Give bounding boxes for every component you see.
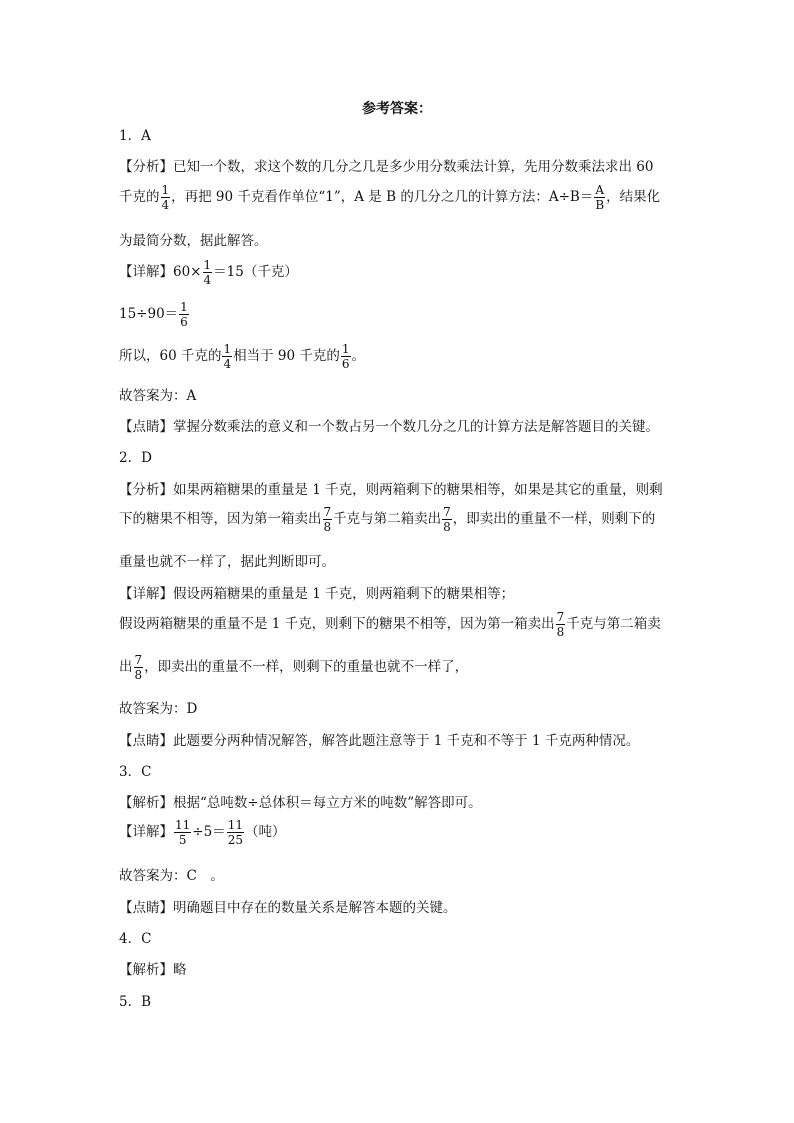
denominator: 4 [223,357,232,371]
denominator: 4 [203,273,212,287]
q1-analysis-text: 千克的 [119,189,160,205]
q1-analysis-text: ，结果化 [606,189,661,205]
q1-analysis-line-1: 【分析】已知一个数，求这个数的几分之几是多少用分数乘法计算，先用分数乘法求出 60 [119,159,654,175]
q2-analysis-line-3: 重量也就不一样了，据此判断即可。 [119,554,335,570]
q3-final-answer: 故答案为：C 。 [119,868,224,884]
q2-detail-line-2 [119,610,661,639]
q1-analysis-line-2 [119,183,660,212]
q3-comment: 【点睛】明确题目中存在的数量关系是解答本题的关键。 [119,900,457,916]
numerator: 1 [203,258,212,272]
fraction-seven-eighths [134,653,144,682]
numerator: 11 [175,818,191,832]
fraction-one-sixth [179,300,189,329]
q1-detail-line-3 [119,342,365,371]
q2-detail-line-1: 【详解】假设两箱糖果的重量是 1 千克，则两箱剩下的糖果相等； [119,586,515,602]
q2-detail-line-3 [119,653,468,682]
numerator: 7 [134,653,143,667]
fraction-seven-eighths [556,610,566,639]
denominator: 5 [178,833,187,847]
q2-detail-text: 假设两箱糖果的重量不是 1 千克，则剩下的糖果不相等，因为第一箱卖出 [119,616,555,632]
q1-detail-text: 15÷90＝ [119,306,179,322]
numerator: 7 [556,610,565,624]
q2-answer: 2．D [119,450,152,466]
denominator: 8 [134,668,143,682]
q3-detail [119,818,285,847]
q3-detail-text: 【详解】 [119,824,173,840]
q2-detail-text: 出 [119,659,133,675]
numerator: 1 [161,183,170,197]
fraction-eleven-twentyfifths [227,818,244,847]
q1-comment: 【点睛】掌握分数乘法的意义和一个数占另一个数几分之几的计算方法是解答题目的关键。 [119,419,659,435]
fraction-one-sixth [341,342,351,371]
numerator: 1 [341,342,350,356]
q2-detail-text: ，即卖出的重量不一样，则剩下的重量也就不一样了， [144,659,469,675]
denominator: 4 [161,198,170,212]
page-title: 参考答案： [362,101,432,117]
q3-detail-text: （吨） [244,824,286,840]
denominator: B [595,198,605,212]
q1-detail-text: 所以，60 千克的 [119,348,222,364]
q3-detail-text: ÷5＝ [192,824,226,840]
q1-final-answer: 故答案为：A [119,388,197,404]
numerator: 1 [180,300,188,314]
denominator: 8 [323,520,332,534]
q4-analysis: 【解析】略 [119,962,187,978]
denominator: 6 [180,315,188,329]
fraction-one-quarter [222,342,232,371]
numerator: 7 [443,505,451,519]
q3-answer: 3．C [119,764,152,780]
numerator: 11 [227,818,243,832]
q1-detail-text: 。 [351,348,366,364]
q2-analysis-text: ，即卖出的重量不一样，则剩下的 [452,511,656,527]
numerator: 7 [323,505,332,519]
q1-analysis-line-3: 为最简分数，据此解答。 [119,233,268,249]
numerator: A [595,183,605,197]
q2-analysis-line-2 [119,505,655,534]
fraction-a-over-b [594,183,605,212]
fraction-seven-eighths [442,505,452,534]
fraction-eleven-fifths [174,818,191,847]
fraction-one-quarter [161,183,171,212]
q4-answer: 4．C [119,931,152,947]
q2-analysis-text: 千克与第二箱卖出 [333,511,442,527]
denominator: 8 [556,625,565,639]
denominator: 6 [341,357,350,371]
q2-detail-text: 千克与第二箱卖 [566,616,661,632]
q1-detail-text: 【详解】60× [119,264,202,280]
q3-analysis: 【解析】根据“总吨数÷总体积＝每立方米的吨数”解答即可。 [119,795,482,811]
q1-detail-line-1 [119,258,298,287]
fraction-seven-eighths [323,505,333,534]
q1-analysis-text: ，再把 90 千克看作单位“1”，A 是 B 的几分之几的计算方法：A÷B＝ [171,189,594,205]
q2-comment: 【点睛】此题要分两种情况解答，解答此题注意等于 1 千克和不等于 1 千克两种情况。 [119,733,640,749]
denominator: 8 [443,520,451,534]
numerator: 1 [223,342,232,356]
q1-detail-line-2 [119,300,190,329]
denominator: 25 [227,833,243,847]
q2-analysis-text: 下的糖果不相等，因为第一箱卖出 [119,511,322,527]
q1-detail-text: ＝15（千克） [213,264,298,280]
q1-detail-text: 相当于 90 千克的 [233,348,340,364]
fraction-one-quarter [203,258,213,287]
q2-final-answer: 故答案为：D [119,701,198,717]
q2-analysis-line-1: 【分析】如果两箱糖果的重量是 1 千克，则两箱剩下的糖果相等，如果是其它的重量，则剩 [119,482,663,498]
q5-answer: 5．B [119,994,152,1010]
q1-answer: 1．A [119,128,151,144]
